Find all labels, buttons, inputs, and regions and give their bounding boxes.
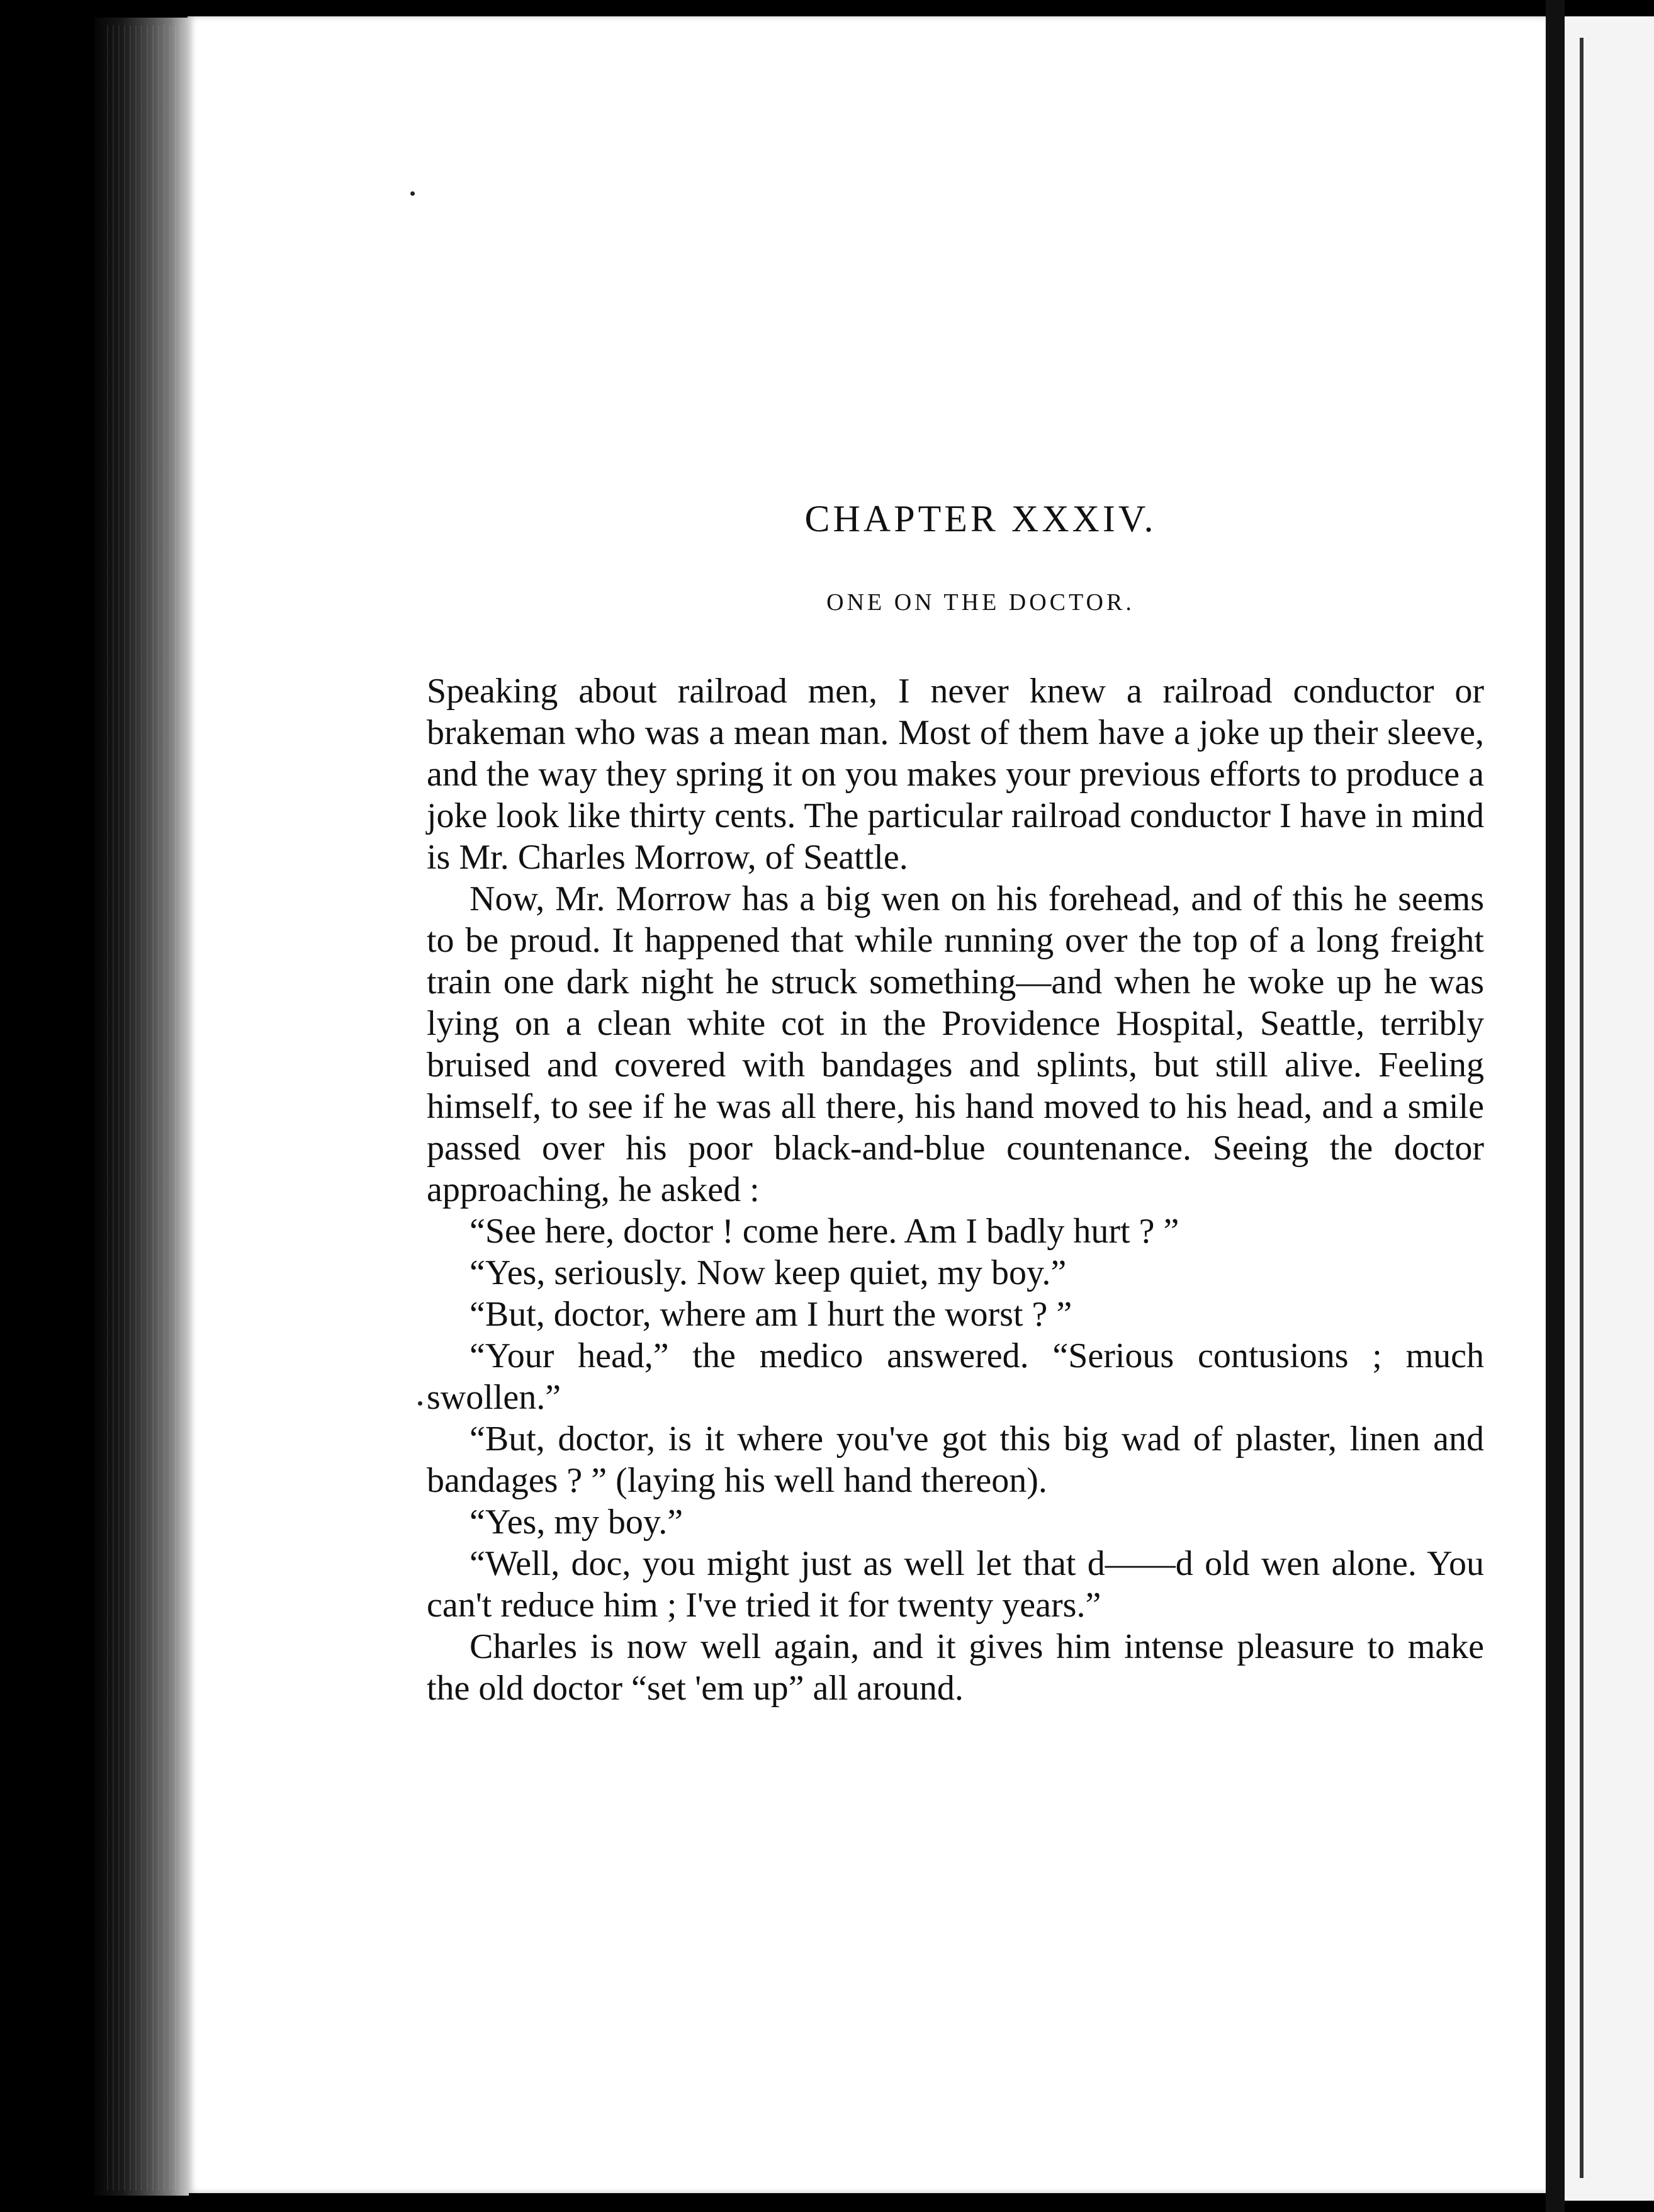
dialogue-line: “Well, doc, you might just as well let that d——d old wen alone. You can't reduce him ; I've tried it for twenty years.” [427,1544,1484,1625]
speck-mark [410,191,415,196]
dialogue-line: “But, doctor, where am I hurt the worst ? ” [470,1295,1072,1334]
chapter-title: CHAPTER XXXIV. [804,498,1157,539]
paragraph: Charles is now well again, and it gives him intense pleasure to make the old doctor “set 'em up” all around. [427,1627,1484,1708]
dialogue-line: “Yes, my boy.” [470,1503,684,1542]
dialogue-line: “Yes, seriously. Now keep quiet, my boy.” [470,1253,1067,1292]
facing-page-shadow [1580,38,1584,2178]
page-edge-texture [107,25,183,2191]
book-gutter [1546,0,1565,2212]
dialogue-line: “See here, doctor ! come here. Am I badly hurt ? ” [470,1212,1179,1251]
dialogue-line: “Your head,” the medico answered. “Serious contusions ; much swollen.” [427,1336,1484,1417]
paragraph: Now, Mr. Morrow has a big wen on his forehead, and of this he seems to be proud. It happened that while running over the top of a long freight train one dark night he struck something—and when he woke up he was lying on a clean white cot in the Providence Hospital, Seattle, terribly bruised and covered with bandages and splints, but still alive. Feeling himself, to see if he was all there, his hand moved to his head, and a smile passed over his poor black-and-blue countenance. Seeing the doctor approaching, he asked : [427,879,1484,1209]
dialogue-line: “But, doctor, is it where you've got this big wad of plaster, linen and bandages ? ” (laying his well hand thereon). [427,1419,1484,1500]
facing-page-edge [1565,16,1654,2201]
paragraph: Speaking about railroad men, I never knew a railroad conductor or brakeman who was a mean man. Most of them have a joke up their sleeve, and the way they spring it on you makes your previous efforts to produce a joke look like thirty cents. The particular railroad conductor I have in mind is Mr. Charles Morrow, of Seattle. [427,672,1484,877]
speck-mark [418,1401,422,1406]
chapter-subtitle: ONE ON THE DOCTOR. [826,589,1135,616]
page-text [427,478,1484,1709]
